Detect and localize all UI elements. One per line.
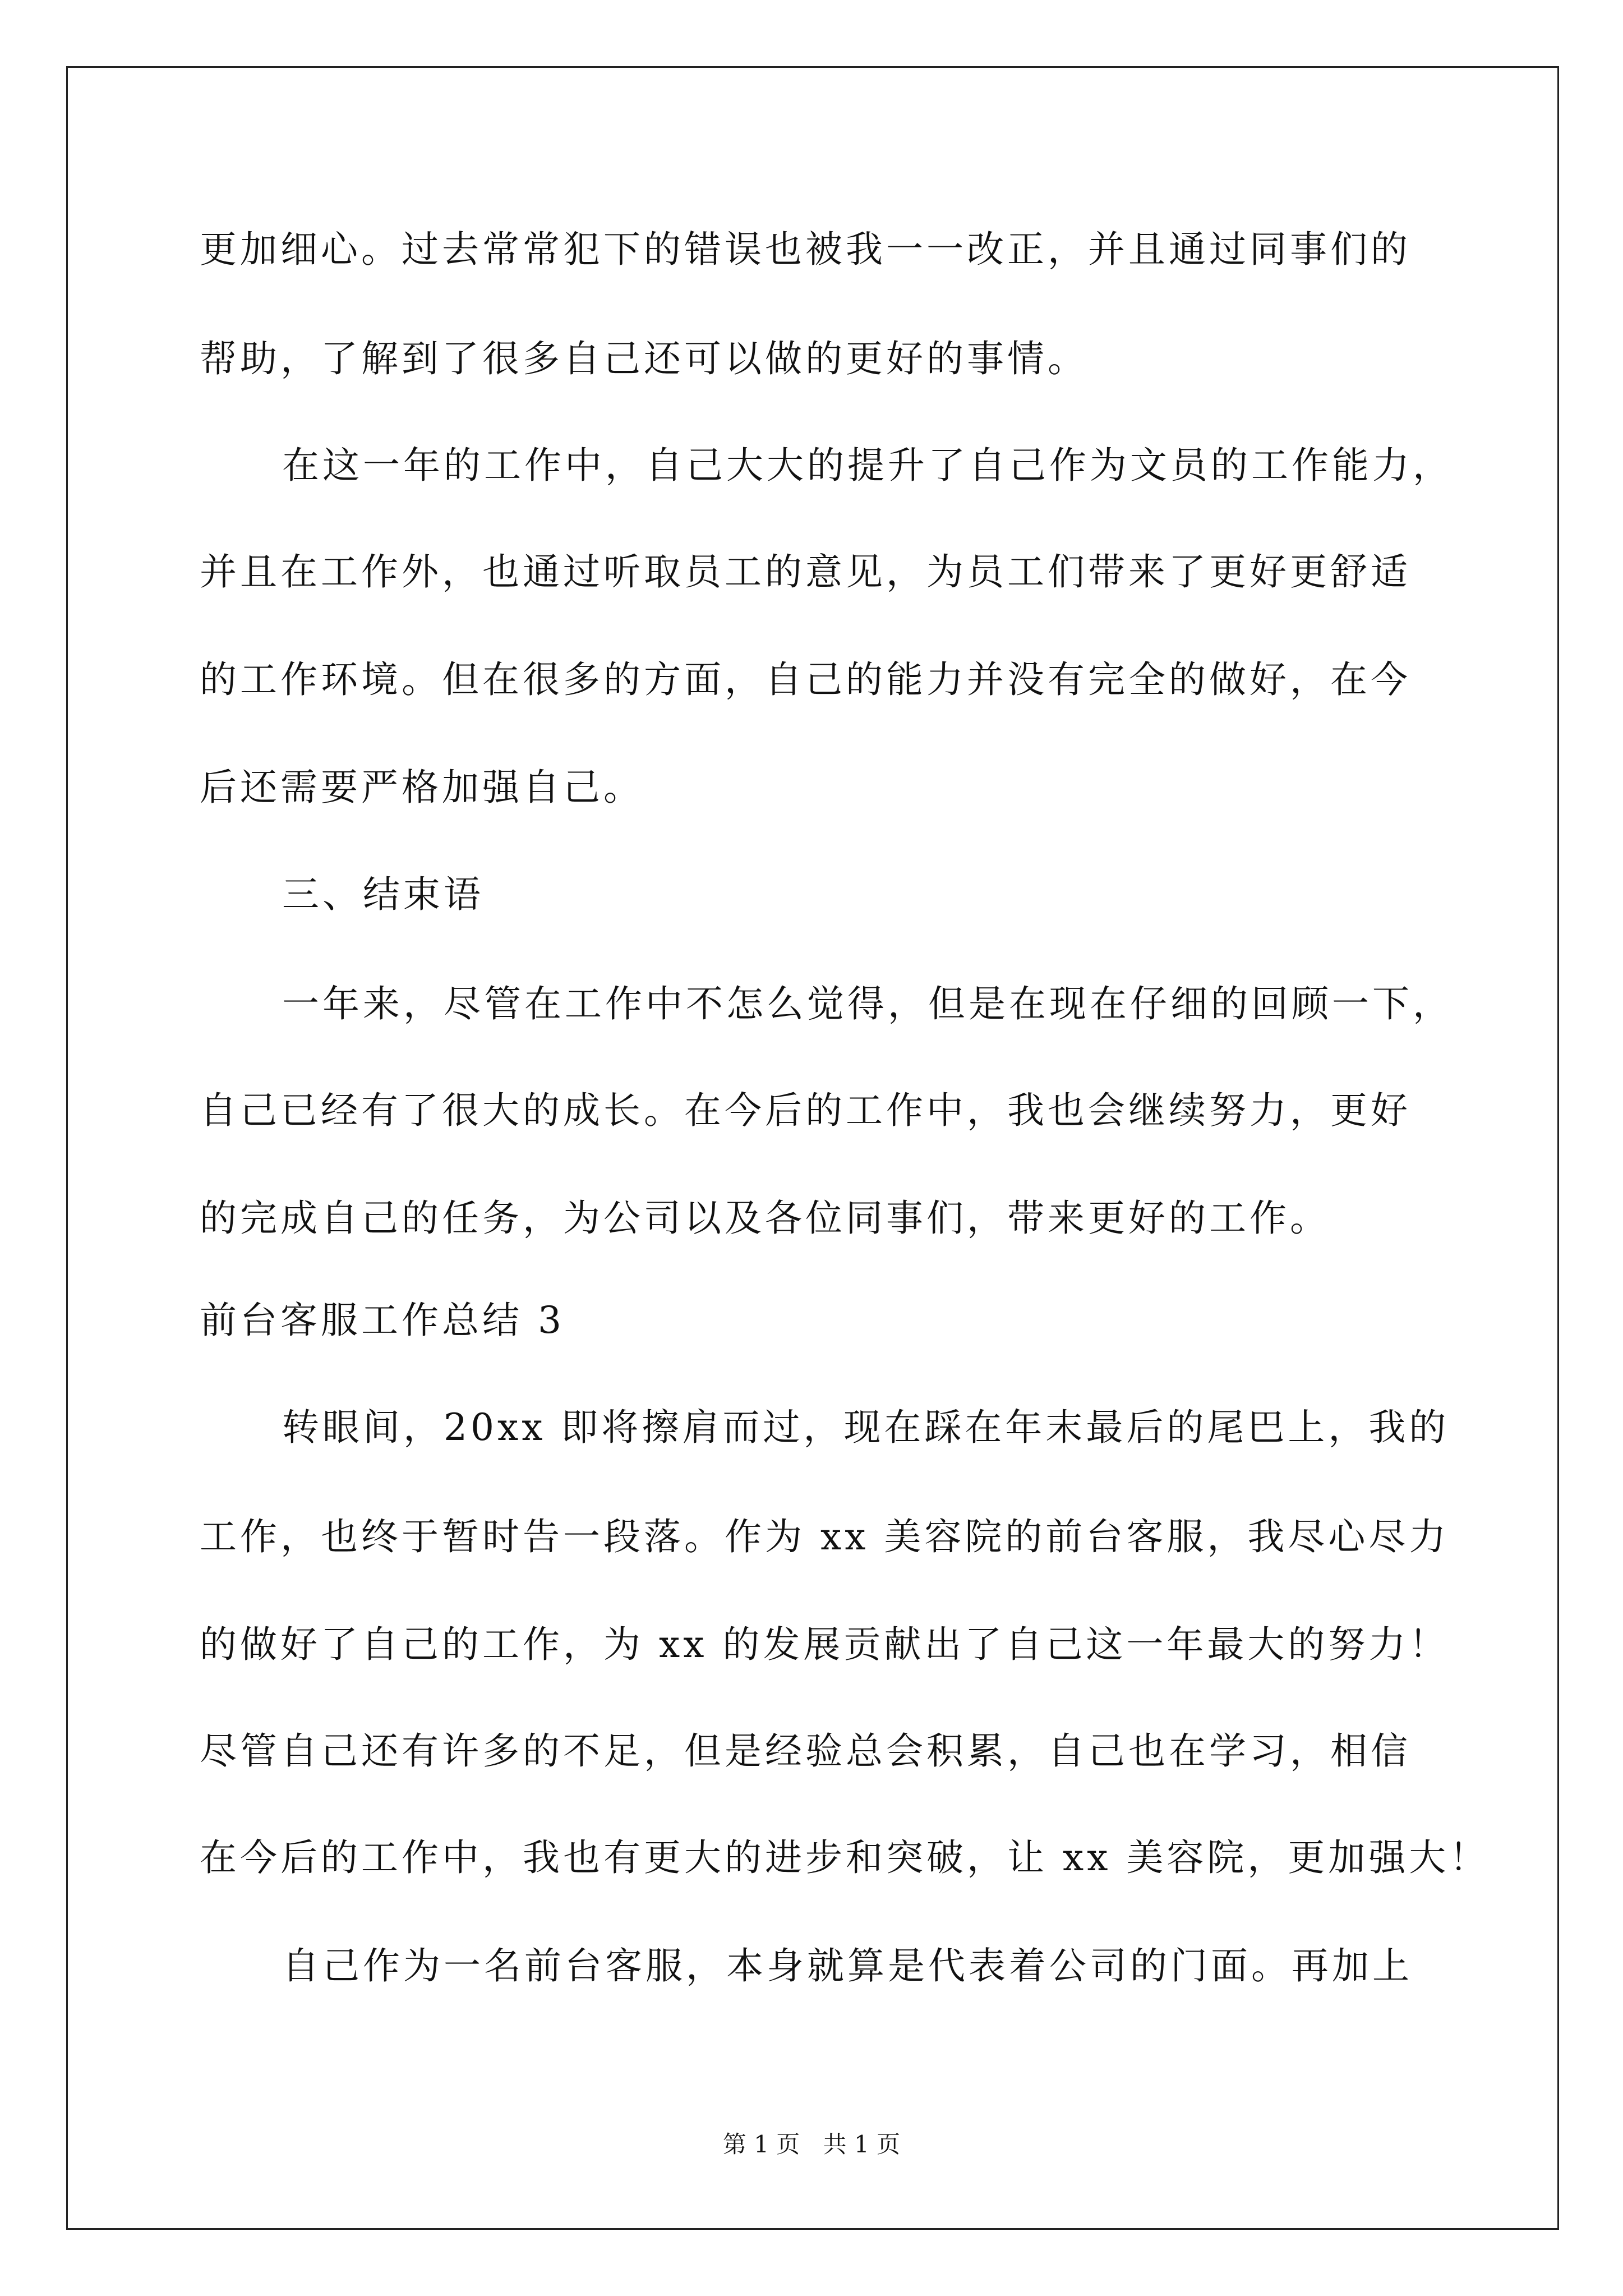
body-line: 自己已经有了很大的成长。在今后的工作中，我也会继续努力，更好 <box>200 1089 1411 1132</box>
body-line: 尽管自己还有许多的不足，但是经验总会积累，自己也在学习，相信 <box>200 1729 1411 1773</box>
body-line: 更加细心。过去常常犯下的错误也被我一一改正，并且通过同事们的 <box>200 228 1411 271</box>
section-heading: 三、结束语 <box>282 873 484 916</box>
body-line: 并且在工作外，也通过听取员工的意见，为员工们带来了更好更舒适 <box>200 550 1411 593</box>
document-subtitle: 前台客服工作总结 3 <box>200 1299 565 1342</box>
page-footer <box>0 2131 1623 2159</box>
body-line: 后还需要严格加强自己。 <box>200 766 644 809</box>
body-line: 在这一年的工作中，自己大大的提升了自己作为文员的工作能力， <box>282 444 1453 487</box>
body-line: 的完成自己的任务，为公司以及各位同事们，带来更好的工作。 <box>200 1197 1330 1240</box>
body-line: 在今后的工作中，我也有更大的进步和突破，让 xx 美容院，更加强大！ <box>200 1836 1490 1879</box>
body-line: 的做好了自己的工作，为 xx 的发展贡献出了自己这一年最大的努力！ <box>200 1623 1450 1666</box>
body-line: 的工作环境。但在很多的方面，自己的能力并没有完全的做好，在今 <box>200 658 1411 701</box>
page-border <box>66 66 1559 2230</box>
page-number: 第 1 页 <box>722 2131 800 2158</box>
body-line: 一年来，尽管在工作中不怎么觉得，但是在现在仔细的回顾一下， <box>282 982 1453 1025</box>
body-line: 工作，也终于暂时告一段落。作为 xx 美容院的前台客服，我尽心尽力 <box>200 1515 1450 1558</box>
body-line: 帮助，了解到了很多自己还可以做的更好的事情。 <box>200 337 1088 380</box>
body-line: 转眼间，20xx 即将擦肩而过，现在踩在年末最后的尾巴上，我的 <box>282 1406 1450 1449</box>
page-total: 共 1 页 <box>823 2131 901 2158</box>
body-line: 自己作为一名前台客服，本身就算是代表着公司的门面。再加上 <box>282 1944 1413 1987</box>
